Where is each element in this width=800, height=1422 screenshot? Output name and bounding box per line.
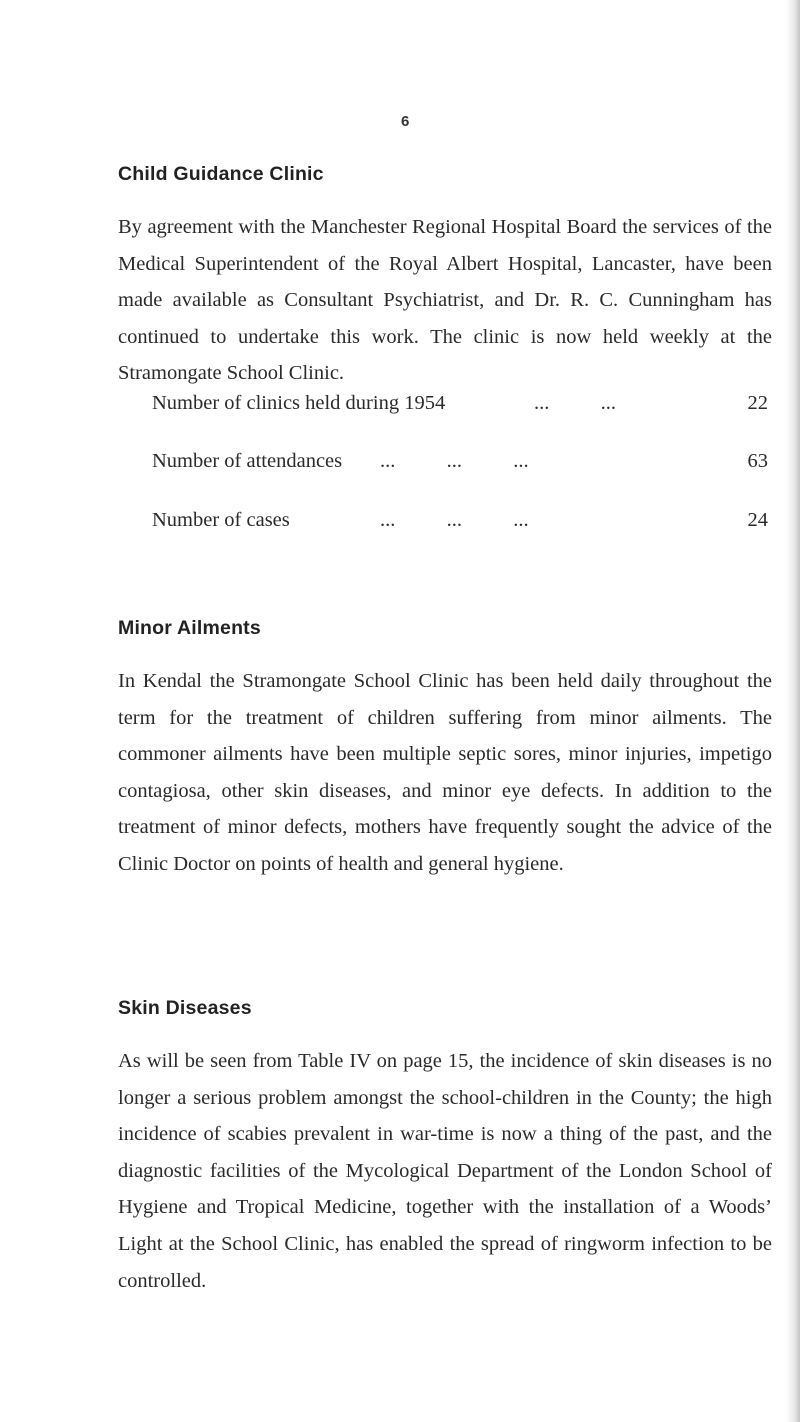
stat-leader-dots: ... ... bbox=[534, 392, 616, 414]
stat-label: Number of cases bbox=[152, 509, 290, 531]
stat-leader-dots: ... ... ... bbox=[380, 509, 529, 531]
child-guidance-heading: Child Guidance Clinic bbox=[118, 163, 324, 185]
page-number: 6 bbox=[401, 113, 410, 130]
stat-row-attendances bbox=[152, 450, 768, 480]
skin-diseases-paragraph: As will be seen from Table IV on page 15, the incidence of skin diseases is no longer a serious problem amongst the school-children in the County; the high incidence of scabies prevalent in war-time is now a thing of the past, and the diagnostic facilities of the Mycological Department of the London School of Hygiene and Tropical Medicine, together with the installation of a Woods’ Light at the School Clinic, has enabled the spread of ringworm infection to be controlled. bbox=[118, 1050, 772, 1292]
stat-label: Number of attendances bbox=[152, 450, 343, 472]
stat-value: 63 bbox=[747, 450, 768, 472]
skin-diseases-heading: Skin Diseases bbox=[118, 997, 252, 1019]
stat-row-clinics bbox=[152, 392, 768, 422]
stat-label: Number of clinics held during 1954 bbox=[152, 392, 446, 414]
stat-row-cases bbox=[152, 509, 768, 539]
minor-ailments-paragraph: In Kendal the Stramongate School Clinic has been held daily throughout the term for the treatment of children suffering from minor ailments. The commoner ailments have been multiple septic sores, minor injuries, impetigo contagiosa, other skin diseases, and minor eye defects. In addition to the treatment of minor defects, mothers have frequently sought the advice of the Clinic Doctor on points of health and general hygiene. bbox=[118, 670, 772, 875]
stat-value: 24 bbox=[747, 509, 768, 531]
minor-ailments-heading: Minor Ailments bbox=[118, 617, 261, 639]
child-guidance-paragraph: By agreement with the Manchester Regional Hospital Board the services of the Medical Superintendent of the Royal Albert Hospital, Lancaster, have been made available as Consultant Psychiatrist, and Dr. R. C. Cunningham has continued to undertake this work. The clinic is now held weekly at the Stramongate School Clinic. bbox=[118, 216, 772, 385]
stat-value: 22 bbox=[747, 392, 768, 414]
stat-leader-dots: ... ... ... bbox=[380, 450, 529, 472]
page-edge-shadow bbox=[786, 0, 800, 1422]
